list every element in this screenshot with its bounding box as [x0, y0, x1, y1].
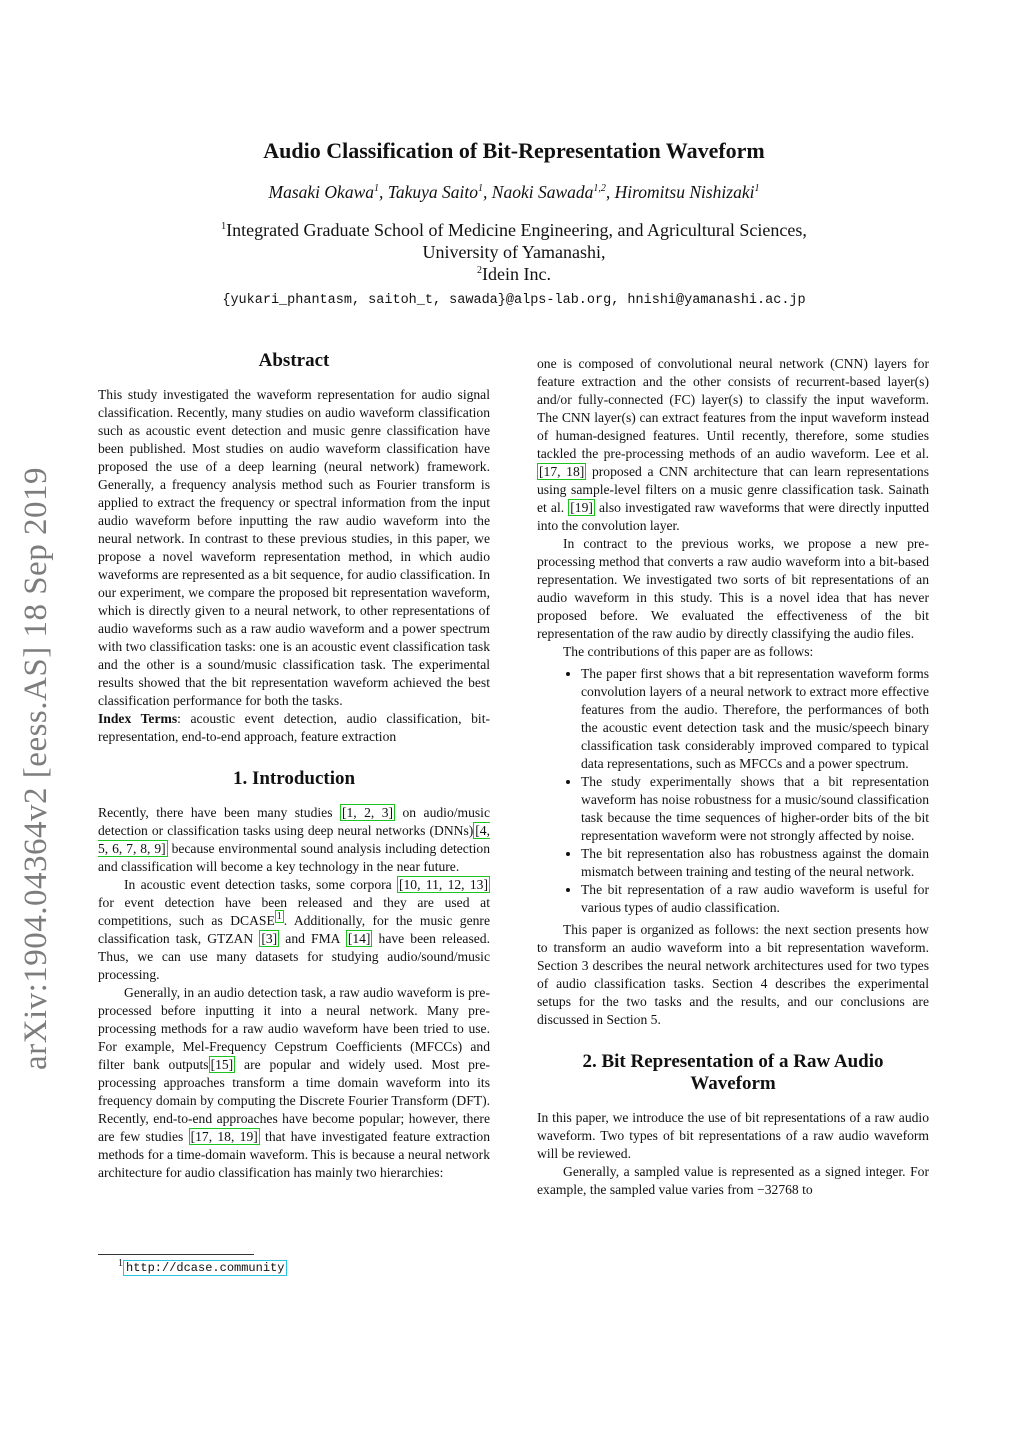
footnote [118, 1260, 287, 1275]
author-name: Masaki Okawa [268, 182, 374, 202]
citation-link[interactable]: [14] [347, 931, 371, 946]
section-2-paragraph-1: In this paper, we introduce the use of bit representations of a raw audio waveform. Two types of bit representations of a raw audio waveform will be reviewed. [537, 1110, 929, 1161]
citation-link[interactable]: [10, 11, 12, 13] [398, 877, 488, 892]
abstract-body: This study investigated the waveform representation for audio signal classification. Recently, many studies on audio waveform classification such as acoustic event detection and music genre classification have been published. Most studies on audio waveform classification have proposed the use of a deep learning (neural network) framework. Generally, a frequency analysis method such as Fourier transform is applied to extract the frequency or spectral information from the input audio waveform before inputting the raw audio waveform into the neural network. In contrast to these previous studies, in this paper, we propose a novel waveform representation method, in which audio waveforms are represented as a bit sequence, for audio classification. In our experiment, we compare the proposed bit representation waveform, which is directly given to a neural network, to other representations of audio waveforms such as a raw audio waveform and a power spectrum with two classification tasks: one is an acoustic event classification task and the other is a sound/music classification task. The experimental results showed that the bit representation waveform achieved the best classification performance for both the tasks. [98, 387, 490, 708]
intro-paragraph-2: In acoustic event detection tasks, some corpora [10, 11, 12, 13] for event detection have been released and they are used at competitions, such as DCASE $^1$ . Additionally, for the music genre classification task, GTZAN [3] and FMA [14] have been released. Thus, we can use many datasets for studying audio/sound/music processing. [98, 877, 490, 982]
citation-link[interactable]: [1, 2, 3] [341, 805, 394, 820]
list-item: • The bit representation of a raw audio waveform is useful for various types of audio classification. [581, 881, 929, 917]
author-name: Hiromitsu Nishizaki [614, 182, 755, 202]
author-name: Takuya Saito [387, 182, 479, 202]
citation-link[interactable]: [17, 18] [539, 464, 585, 479]
affiliations [100, 219, 928, 285]
footnote-link[interactable]: 1 [276, 911, 282, 923]
abstract-title: Abstract [258, 350, 330, 371]
list-item: • The paper first shows that a bit representation waveform forms convolution layers of a neural network to extract more effective features from the audio. Therefore, the performances of both the acoustic event detection task and the music/speech binary classification task considerably improved compared to typical data representations, such as MFCCs and a power spectrum. [581, 665, 929, 773]
affiliation-2: Idein Inc. [482, 264, 551, 284]
affiliation-1-line1: Integrated Graduate School of Medicine Engineering, and Agricultural Sciences, [226, 220, 807, 240]
list-item: • The study experimentally shows that a bit representation waveform has noise robustness for a music/sound classification task because the time sequences of higher-order bits of the bit representation waveform were not strongly affected by noise. [581, 773, 929, 845]
right-column [537, 355, 929, 1199]
right-paragraph-3: The contributions of this paper are as follows: [563, 644, 814, 659]
author-affil-mark: 1 [478, 183, 484, 195]
affiliation-1-line2: University of Yamanashi, [422, 242, 606, 262]
right-paragraph-1: one is composed of convolutional neural network (CNN) layers for feature extraction and the other consists of recurrent-based layer(s) and/or fully-connected (FC) layer(s) to classify the input waveform. The CNN layer(s) can extract features from the input waveform instead of human-designed features. Until recently, therefore, some studies tackled the pre-processing methods of an audio waveform. Lee et al. [17, 18] proposed a CNN architecture that can learn representations using sample-level filters on a music genre classification task. Sainath et al. [19] also investigated raw waveforms that were directly inputted into the convolution layer. [537, 356, 929, 533]
intro-title: 1. Introduction [232, 768, 356, 789]
affil-mark: 1 [221, 221, 227, 232]
author-affil-mark: 1 [754, 183, 760, 195]
author-name: Naoki Sawada [491, 182, 594, 202]
contribution-list [537, 665, 929, 917]
intro-paragraph-1: Recently, there have been many studies [1, 2, 3] on audio/music detection or classification tasks using deep neural networks (DNNs) [4, 5, 6, 7, 8, 9] because environmental sound analysis including detection and classification will become a key technology in the near future. [98, 805, 490, 874]
right-paragraph-2: In contract to the previous works, we propose a new pre-processing method that converts a raw audio waveform into a bit-based representation. We investigated two sorts of bit representations of an audio waveform in this study. This is a novel idea that has never proposed before. We evaluated the effectiveness of the bit representation of the raw audio by directly classifying the audio files. [537, 536, 929, 641]
citation-link[interactable]: [19] [570, 500, 593, 515]
citation-link[interactable]: [4, 5, 6, 7, 8, 9] [98, 823, 490, 856]
citation-link[interactable]: [17, 18, 19] [190, 1129, 258, 1144]
author-affil-mark: 1 [374, 183, 379, 195]
index-terms-label: Index Terms [98, 711, 178, 726]
arxiv-stamp: arXiv:1904.04364v2 [eess.AS] 18 Sep 2019 [18, 467, 54, 1070]
citation-link[interactable]: [3] [261, 931, 278, 946]
affil-mark: 2 [477, 265, 483, 276]
section-2-paragraph-2: Generally, a sampled value is represented as a signed integer. For example, the sampled value varies from −32768 to [537, 1164, 929, 1197]
paper-header [100, 138, 928, 308]
index-terms-text: : acoustic event detection, audio classification, bit-representation, end-to-end approach, feature extraction [98, 711, 490, 744]
author-affil-mark: 1,2 [593, 183, 606, 195]
author-emails: {yukari_phantasm, saitoh_t, sawada}@alps-lab.org, hnishi@yamanashi.ac.jp [222, 293, 806, 308]
citation-link[interactable]: [15] [210, 1057, 234, 1072]
list-item: • The bit representation also has robustness against the domain mismatch between training and testing of the neural network. [581, 845, 929, 881]
footnote-divider [98, 1254, 254, 1255]
left-column [98, 350, 490, 1182]
section-2-title: 2. Bit Representation of a Raw Audio Waveform [582, 1051, 884, 1094]
footnote-url-link[interactable]: http://dcase.community [123, 1260, 287, 1276]
index-terms [98, 710, 490, 746]
paper-title: Audio Classification of Bit-Representation Waveform [263, 138, 765, 163]
intro-paragraph-3: Generally, in an audio detection task, a raw audio waveform is pre-processed before inputting it into a neural network. Many pre-processing methods for a raw audio waveform have been tried to use. For example, Mel-Frequency Cepstrum Coefficients (MFCCs) and filter bank outputs [15] are popular and widely used. Most pre-processing approaches transform a time domain waveform into its frequency domain by computing the Discrete Fourier Transform (DFT). Recently, end-to-end approaches have become popular; however, there are few studies [17, 18, 19] that have investigated feature extraction methods for a time-domain waveform. This is because a neural network architecture for audio classification has mainly two hierarchies: [98, 985, 491, 1180]
footnote-mark: 1 [118, 1258, 123, 1269]
right-paragraph-4: This paper is organized as follows: the next section presents how to transform an audio waveform into a bit representation waveform. Section 3 describes the neural network architectures used for two types of audio classification tasks. Section 4 describes the experimental setups for the two tasks and the results, and our conclusions are discussed in Section 5. [537, 922, 929, 1027]
author-list: Masaki Okawa$^1$, Takuya Saito$^1$, Naoki Sawada$^{1,2}$, Hiromitsu Nishizaki$^1$ [268, 182, 760, 202]
